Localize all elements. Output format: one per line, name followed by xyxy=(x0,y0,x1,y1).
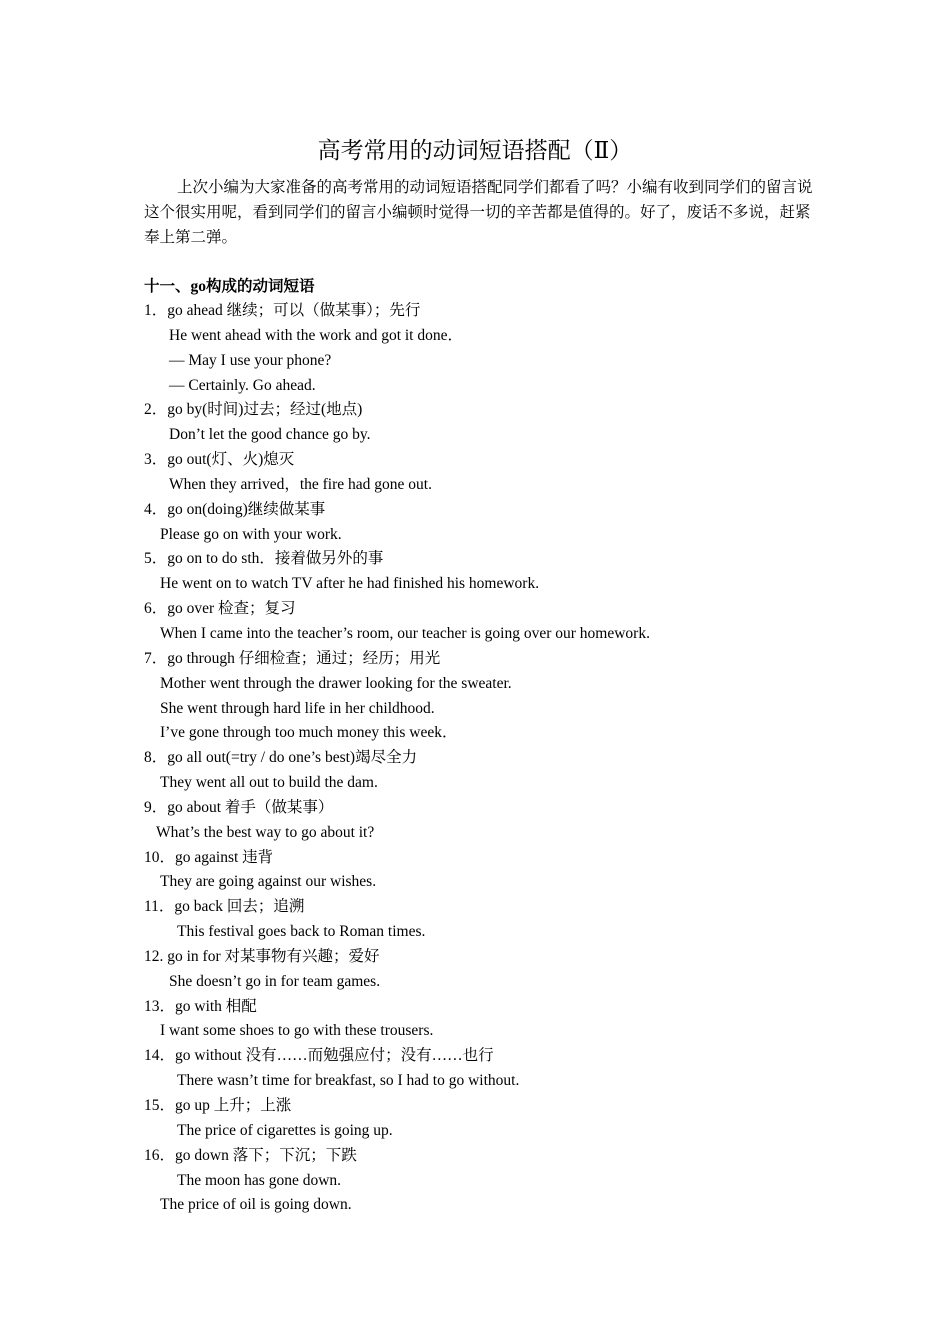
phrase-entry: 13．go with 相配 xyxy=(144,997,257,1015)
example-sentence: Don’t let the good chance go by. xyxy=(169,426,371,444)
example-sentence: When I came into the teacher’s room, our teacher is going over our homework. xyxy=(160,624,650,642)
example-sentence: I’ve gone through too much money this week． xyxy=(160,724,458,742)
example-sentence: She went through hard life in her childhood. xyxy=(160,699,435,717)
example-sentence: This festival goes back to Roman times. xyxy=(177,923,426,941)
example-sentence: There wasn’t time for breakfast, so I had to go without. xyxy=(177,1072,520,1090)
example-sentence: He went ahead with the work and got it done． xyxy=(169,326,463,344)
example-sentence: She doesn’t go in for team games. xyxy=(169,972,381,990)
phrase-entry: 14．go without 没有……而勉强应付；没有……也行 xyxy=(144,1047,494,1065)
phrase-entry: 3．go out(灯、火)熄灭 xyxy=(144,451,295,469)
example-sentence: They went all out to build the dam. xyxy=(160,774,378,792)
example-sentence: Mother went through the drawer looking for the sweater. xyxy=(160,674,512,692)
example-sentence: The price of oil is going down. xyxy=(160,1196,352,1214)
phrase-entry: 2．go by(时间)过去；经过(地点) xyxy=(144,401,363,419)
phrase-list xyxy=(144,299,844,1218)
example-sentence: He went on to watch TV after he had finished his homework. xyxy=(160,575,540,593)
example-sentence: — Certainly. Go ahead. xyxy=(169,376,316,394)
phrase-entry: 9．go about 着手（做某事） xyxy=(144,798,334,816)
example-sentence: When they arrived，the fire had gone out. xyxy=(169,475,432,493)
page-title: 高考常用的动词短语搭配（Ⅱ） xyxy=(317,138,633,163)
intro-paragraph: 上次小编为大家准备的高考常用的动词短语搭配同学们都看了吗？小编有收到同学们的留言说这个很实用呢，看到同学们的留言小编顿时觉得一切的辛苦都是值得的。好了，废话不多说，赶紧奉上第二弹。 xyxy=(144,179,813,246)
phrase-entry: 4．go on(doing)继续做某事 xyxy=(144,500,326,518)
phrase-entry: 11．go back 回去；追溯 xyxy=(144,898,305,916)
example-sentence: Please go on with your work. xyxy=(160,525,342,543)
example-sentence: They are going against our wishes. xyxy=(160,873,377,891)
phrase-entry: 16．go down 落下；下沉；下跌 xyxy=(144,1146,357,1164)
example-sentence: The price of cigarettes is going up. xyxy=(177,1121,393,1139)
example-sentence: I want some shoes to go with these trousers. xyxy=(160,1022,434,1040)
example-sentence: — May I use your phone? xyxy=(169,351,332,369)
example-sentence: The moon has gone down. xyxy=(177,1171,342,1189)
example-sentence: What’s the best way to go about it? xyxy=(156,823,375,841)
phrase-entry: 5．go on to do sth．接着做另外的事 xyxy=(144,550,384,568)
phrase-entry: 1．go ahead 继续；可以（做某事）；先行 xyxy=(144,302,421,319)
phrase-entry: 8．go all out(=try / do one’s best)竭尽全力 xyxy=(144,749,418,767)
phrase-entry: 12. go in for 对某事物有兴趣；爱好 xyxy=(144,947,380,965)
phrase-entry: 15．go up 上升；上涨 xyxy=(144,1097,292,1114)
section-heading: 十一、go构成的动词短语 xyxy=(144,278,315,295)
phrase-entry: 10．go against 违背 xyxy=(144,848,274,866)
phrase-entry: 7．go through 仔细检查；通过；经历；用光 xyxy=(144,649,441,667)
phrase-entry: 6．go over 检查；复习 xyxy=(144,600,296,618)
